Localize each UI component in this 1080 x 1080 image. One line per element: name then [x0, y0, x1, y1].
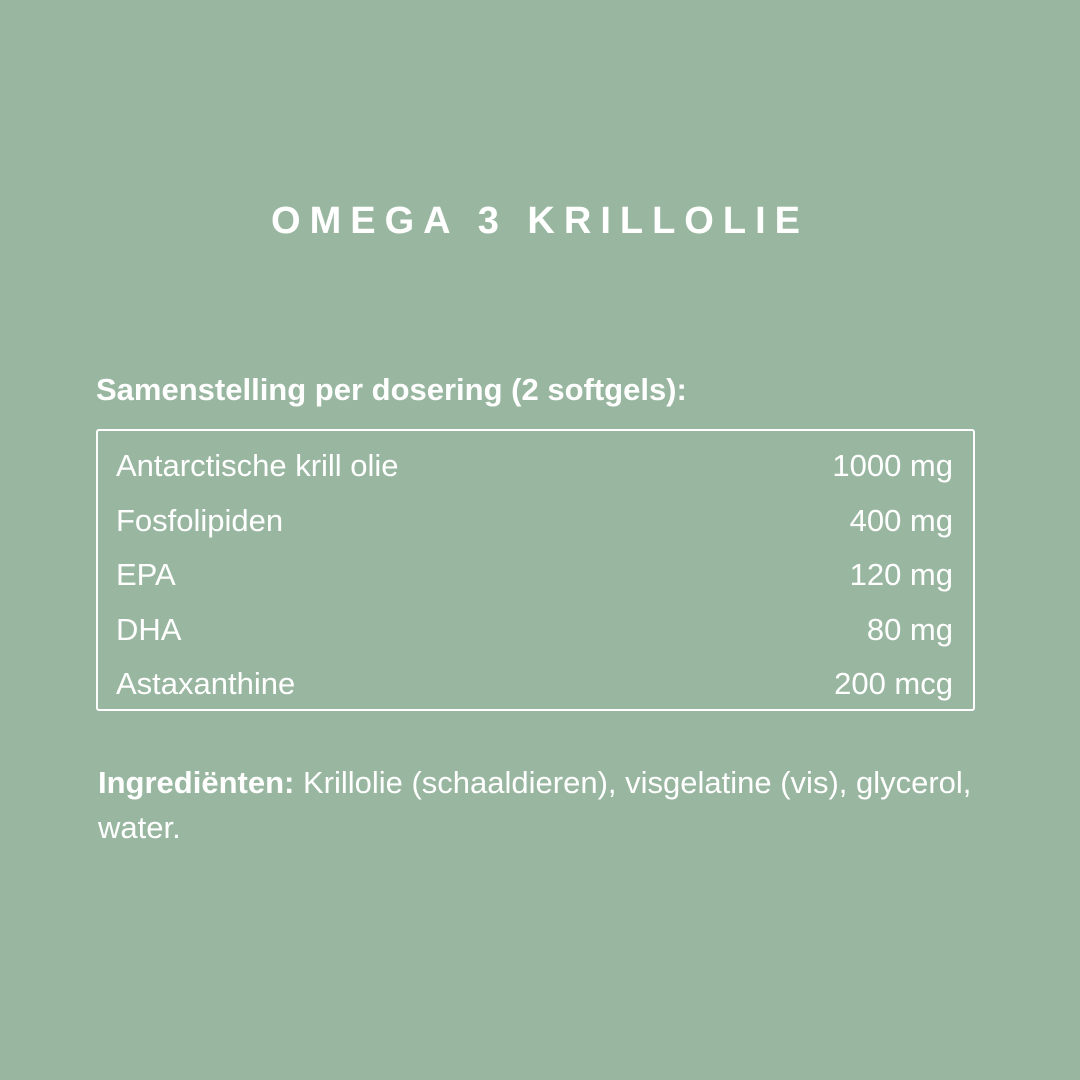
nutrient-name: Antarctische krill olie — [116, 448, 399, 484]
composition-table — [96, 429, 975, 711]
nutrient-name: Astaxanthine — [116, 666, 296, 702]
nutrient-amount: 1000 mg — [832, 448, 953, 484]
table-row — [116, 439, 953, 494]
nutrient-name: DHA — [116, 611, 182, 647]
composition-heading: Samenstelling per dosering (2 softgels): — [96, 372, 687, 407]
table-row — [116, 603, 953, 658]
ingredients-label: Ingrediënten: — [98, 765, 295, 800]
nutrient-amount: 80 mg — [866, 611, 953, 647]
ingredients-text: Krillolie (schaaldieren), visgelatine (vis), glycerol, water. — [98, 765, 972, 845]
page-title: OMEGA 3 KRILLOLIE — [271, 200, 809, 242]
table-row — [116, 494, 953, 549]
table-row — [116, 548, 953, 603]
nutrient-amount: 400 mg — [849, 502, 953, 538]
nutrient-amount: 120 mg — [849, 557, 953, 593]
nutrient-amount: 200 mcg — [834, 666, 953, 702]
ingredients-paragraph — [98, 760, 998, 850]
nutrient-name: Fosfolipiden — [116, 502, 284, 538]
table-row — [116, 657, 953, 712]
nutrient-name: EPA — [116, 557, 176, 593]
